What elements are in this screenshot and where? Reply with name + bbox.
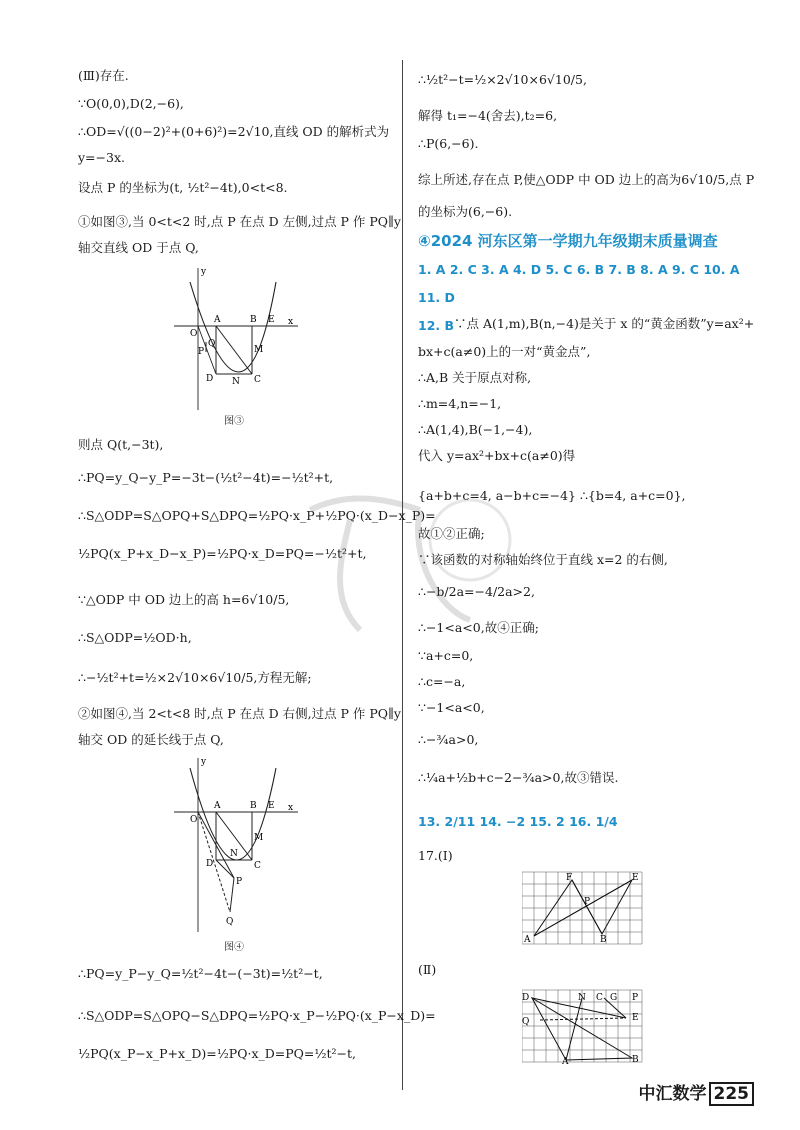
text-line: y=−3x. [78,150,125,165]
text-line: ½PQ(x_P−x_P+x_D)=½PQ·x_D=PQ=½t²−t, [78,1046,356,1061]
svg-text:E: E [268,315,275,325]
text-line: 的坐标为(6,−6). [418,204,513,219]
text-line: ∴¼a+½b+c−2−¾a>0,故③错误. [418,770,619,785]
svg-text:E: E [632,873,639,883]
text-line: ∴−b/2a=−4/2a>2, [418,584,535,599]
svg-text:Q: Q [226,917,234,927]
svg-text:C: C [254,375,261,385]
text-line: ∴m=4,n=−1, [418,396,502,411]
svg-text:B: B [632,1055,639,1064]
svg-text:N: N [230,849,238,859]
text-line: ∴½t²−t=½×2√10×6√10/5, [418,72,587,87]
text-line: 设点 P 的坐标为(t, ½t²−4t),0<t<8. [78,180,288,195]
svg-text:M: M [254,345,264,355]
text-line: ②如图④,当 2<t<8 时,点 P 在点 D 右侧,过点 P 作 PQ∥y [78,706,401,721]
text-line: ∵该函数的对称轴始终位于直线 x=2 的右侧, [418,552,668,567]
question-label: 12. B [418,318,455,333]
svg-text:G: G [610,993,618,1003]
svg-text:N: N [578,993,586,1003]
text-line: ∴PQ=y_P−y_Q=½t²−4t−(−3t)=½t²−t, [78,966,323,981]
svg-text:P: P [236,877,243,887]
text-line: bx+c(a≠0)上的一对“黄金点”, [418,344,591,359]
figure-caption: 图③ [224,416,244,427]
text-line: 轴交 OD 的延长线于点 Q, [78,732,224,747]
svg-text:Q: Q [208,339,216,349]
svg-text:A: A [214,801,221,811]
text-line: ∴A(1,4),B(−1,−4), [418,422,533,437]
question-label: (Ⅱ) [418,962,437,977]
text-line: {a+b+c=4, a−b+c=−4} ∴{b=4, a+c=0}, [418,488,686,503]
svg-text:P: P [198,347,205,357]
grid-figure-2 [522,988,644,1064]
page-number: 225 [709,1082,755,1106]
text-line: ∵−1<a<0, [418,700,485,715]
svg-text:D: D [206,859,214,869]
text-line: ∴A,B 关于原点对称, [418,370,532,385]
svg-text:A: A [562,1057,569,1064]
figure-3 [174,262,304,412]
grid-figure-1 [522,870,644,946]
text-line: ①如图③,当 0<t<2 时,点 P 在点 D 左侧,过点 P 作 PQ∥y [78,214,401,229]
text-line: ∴c=−a, [418,674,466,689]
text-line: 轴交直线 OD 于点 Q, [78,240,199,255]
svg-text:M: M [254,833,264,843]
svg-text:D: D [206,374,214,384]
text-line: ∵点 A(1,m),B(n,−4)是关于 x 的“黄金函数”y=ax²+ [454,316,755,331]
svg-text:A: A [524,935,531,945]
text-line: ∵O(0,0),D(2,−6), [78,96,184,111]
text-line: ∴PQ=y_Q−y_P=−3t−(½t²−4t)=−½t²+t, [78,470,334,485]
text-line: 解得 t₁=−4(舍去),t₂=6, [418,108,558,123]
svg-text:B: B [600,935,607,945]
text-line: ∴−1<a<0,故④正确; [418,620,539,635]
text-line: 故①②正确; [418,526,485,541]
svg-text:C: C [254,861,261,871]
svg-text:O: O [190,329,198,339]
svg-text:E: E [632,1013,639,1023]
text-line: ∴S△ODP=½OD·h, [78,630,192,645]
text-line: 综上所述,存在点 P,使△ODP 中 OD 边上的高为6√10/5,点 P [418,172,755,187]
text-line: (Ⅲ)存在. [78,68,129,83]
answer-key-row: 11. D [418,290,455,305]
footer-brand: 中汇数学 [638,1084,707,1104]
text-line: ∴P(6,−6). [418,136,479,151]
answer-key-row: 1. A 2. C 3. A 4. D 5. C 6. B 7. B 8. A 9. C 10. A [418,262,740,277]
svg-text:C: C [596,993,603,1003]
text-line: ∴S△ODP=S△OPQ+S△DPQ=½PQ·x_P+½PQ·(x_D−x_P)= [78,508,436,523]
text-line: ∴−½t²+t=½×2√10×6√10/5,方程无解; [78,670,312,685]
text-line: ∴−¾a>0, [418,732,479,747]
text-line: 代入 y=ax²+bx+c(a≠0)得 [418,448,576,463]
answer-key-row: 13. 2/11 14. −2 15. 2 16. 1/4 [418,814,618,829]
text-line: ∴OD=√((0−2)²+(0+6)²)=2√10,直线 OD 的解析式为 [78,124,390,139]
figure-caption: 图④ [224,942,244,953]
svg-text:O: O [190,815,198,825]
svg-text:A: A [214,315,221,325]
figure-4 [174,752,304,938]
svg-text:B: B [250,315,257,325]
svg-text:P: P [584,897,591,907]
text-line: ∵△ODP 中 OD 边上的高 h=6√10/5, [78,592,290,607]
svg-text:D: D [522,993,530,1003]
svg-text:N: N [232,377,240,387]
svg-text:y: y [201,267,207,277]
text-line: 则点 Q(t,−3t), [78,437,164,452]
watermark-logo [270,470,570,650]
svg-text:F: F [566,873,573,883]
section-title: ④2024 河东区第一学期九年级期末质量调查 [418,232,718,250]
text-line: ∴S△ODP=S△OPQ−S△DPQ=½PQ·x_P−½PQ·(x_P−x_D)= [78,1008,436,1023]
svg-text:x: x [288,317,294,327]
svg-text:y: y [201,757,207,767]
svg-text:x: x [288,803,294,813]
svg-text:B: B [250,801,257,811]
question-label: 17.(Ⅰ) [418,848,453,863]
svg-text:P: P [632,993,639,1003]
page-footer [639,1079,755,1104]
svg-text:Q: Q [522,1017,530,1027]
text-line: ½PQ(x_P+x_D−x_P)=½PQ·x_D=PQ=−½t²+t, [78,546,367,561]
text-line: ∵a+c=0, [418,648,474,663]
svg-text:E: E [268,801,275,811]
